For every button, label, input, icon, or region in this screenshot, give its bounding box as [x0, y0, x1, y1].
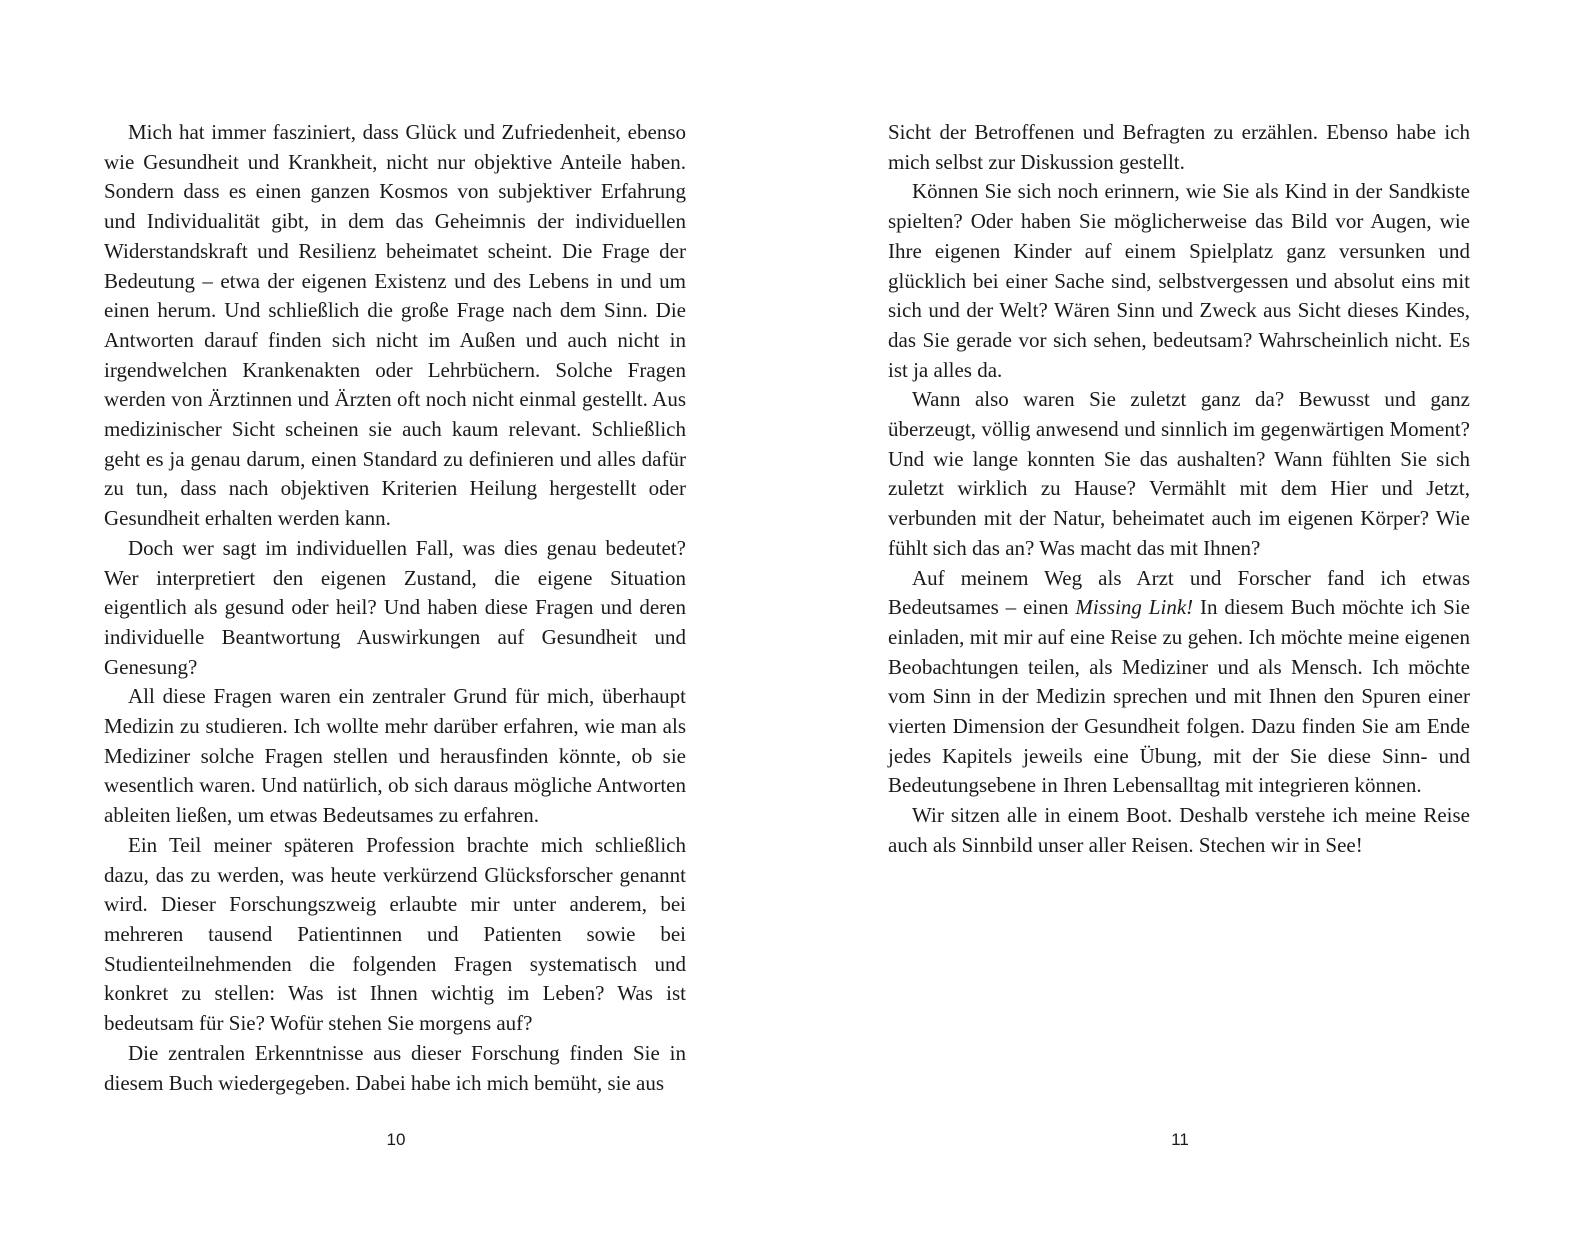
paragraph: Können Sie sich noch erinnern, wie Sie als Kind in der Sandkiste spielten? Oder haben Sie möglicherweise das Bild vor Augen, wie Ihre eigenen Kinder auf einem Spielplatz ganz versunken und glücklich bei einer Sache sind, selbstvergessen und absolut eins mit sich und der Welt? Wären Sinn und Zweck aus Sicht dieses Kindes, das Sie gerade vor sich sehen, bedeutsam? Wahrscheinlich nicht. Es ist ja alles da.: [888, 179, 1470, 382]
right-page: [797, 0, 1594, 1240]
page-number-left: 10: [386, 1130, 406, 1149]
paragraph-continuation: Sicht der Betroffenen und Befragten zu erzählen. Ebenso habe ich mich selbst zur Diskussion gestellt.: [888, 120, 1470, 174]
paragraph: Doch wer sagt im individuellen Fall, was dies genau bedeutet? Wer interpretiert den eigenen Zustand, die eigene Situation eigentlich als gesund oder heil? Und haben diese Fragen und deren individuelle Beantwortung Auswirkungen auf Gesundheit und Genesung?: [104, 535, 686, 679]
paragraph: Wann also waren Sie zuletzt ganz da? Bewusst und ganz überzeugt, völlig anwesend und sinnlich im gegenwärtigen Moment? Und wie lange konnten Sie das aushalten? Wann fühlten Sie sich zuletzt wirklich zu Hause? Vermählt mit dem Hier und Jetzt, verbunden mit der Natur, beheimatet auch im eigenen Körper? Wie fühlt sich das an? Was macht das mit Ihnen?: [888, 387, 1470, 560]
page-number-right: 11: [1171, 1130, 1189, 1149]
paragraph: Wir sitzen alle in einem Boot. Deshalb verstehe ich meine Reise auch als Sinnbild unser aller Reisen. Stechen wir in See!: [888, 803, 1470, 857]
emphasis-missing-link: Missing Link!: [1075, 595, 1194, 620]
paragraph-text: In diesem Buch möchte ich Sie einladen, mit mir auf eine Reise zu gehen. Ich möchte meine eigenen Beobachtungen teilen, als Mediziner und als Mensch. Ich möchte vom Sinn in der Medizin sprechen und mit Ihnen den Spuren einer vierten Dimension der Gesundheit folgen. Dazu finden Sie am Ende jedes Kapitels jeweils eine Übung, mit der Sie diese Sinn- und Bedeutungsebene in Ihren Lebensalltag mit integrieren können.: [888, 595, 1471, 798]
paragraph: [888, 564, 1470, 802]
left-page-text: [104, 118, 686, 1098]
right-page-text: [888, 118, 1470, 861]
paragraph: Die zentralen Erkenntnisse aus dieser Forschung finden Sie in diesem Buch wiedergegeben. Dabei habe ich mich bemüht, sie aus: [104, 1040, 686, 1095]
paragraph: Ein Teil meiner späteren Profession brachte mich schließlich dazu, das zu werden, was heute verkürzend Glücksforscher genannt wird. Dieser Forschungszweig erlaubte mir unter anderem, bei mehreren tausend Patientinnen und Patienten sowie bei Studienteilnehmenden die folgenden Fragen systematisch und konkret zu stellen: Was ist Ihnen wichtig im Leben? Was ist bedeutsam für Sie? Wofür stehen Sie morgens auf?: [104, 832, 686, 1036]
paragraph: All diese Fragen waren ein zentraler Grund für mich, überhaupt Medizin zu studieren. Ich wollte mehr darüber erfahren, wie man als Mediziner solche Fragen stellen und herausfinden könnte, ob sie wesentlich waren. Und natürlich, ob sich daraus mögliche Antworten ableiten ließen, um etwas Bedeutsames zu erfahren.: [104, 684, 686, 828]
paragraph: Mich hat immer fasziniert, dass Glück und Zufriedenheit, ebenso wie Gesundheit und Krankheit, nicht nur objektive Anteile haben. Sondern dass es einen ganzen Kosmos von subjektiver Erfahrung und Individualität gibt, in dem das Geheimnis der individuellen Widerstandskraft und Resilienz beheimatet scheint. Die Frage der Bedeutung – etwa der eigenen Existenz und des Lebens in und um einen herum. Und schließlich die große Frage nach dem Sinn. Die Antworten darauf finden sich nicht im Außen und auch nicht in irgendwelchen Krankenakten oder Lehrbüchern. Solche Fragen werden von Ärztinnen und Ärzten oft noch nicht einmal gestellt. Aus medizinischer Sicht scheinen sie auch kaum relevant. Schließlich geht es ja genau darum, einen Standard zu definieren und alles dafür zu tun, dass nach objektiven Kriterien Heilung hergestellt oder Gesundheit erhalten werden kann.: [104, 120, 686, 531]
paragraph-text: Auf meinem Weg als Arzt und Forscher fand ich etwas Bedeutsames – einen: [888, 565, 1470, 620]
